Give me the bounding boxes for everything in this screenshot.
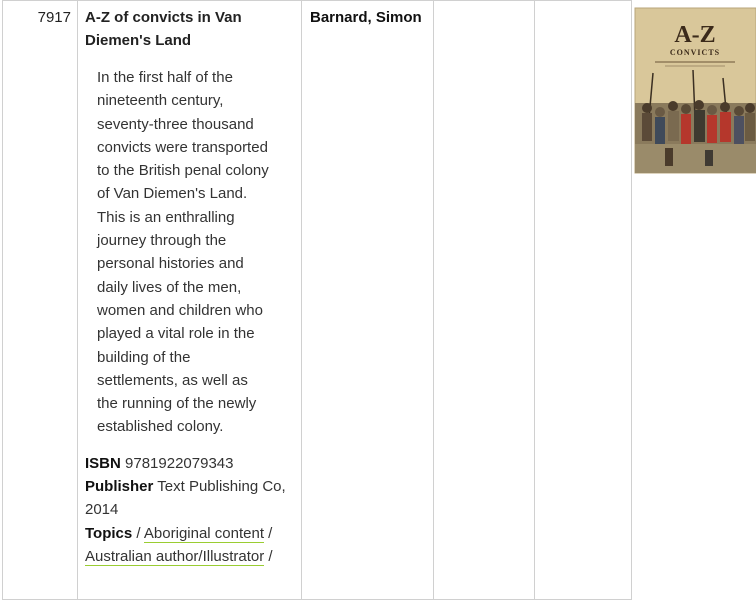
- title-cell: [78, 1, 302, 600]
- item-number: 7917: [3, 1, 78, 600]
- topic-link-aboriginal-content[interactable]: Aboriginal content: [143, 524, 265, 542]
- topics-label: Topics: [85, 524, 133, 542]
- book-listing-table: [2, 0, 721, 600]
- cover-title-sub: CONVICTS: [669, 48, 721, 57]
- publisher-value: Text Publishing Co, 2014: [85, 478, 286, 519]
- publisher-label: Publisher: [85, 478, 154, 496]
- isbn-label: ISBN: [85, 454, 121, 472]
- cover-title-main: A-Z: [674, 22, 716, 48]
- topics-row: Topics / Aboriginal content / Australian author/Illustrator /: [85, 524, 273, 565]
- book-author: Barnard, Simon: [302, 1, 434, 600]
- cover-cell: [535, 1, 721, 600]
- isbn-row: [85, 452, 295, 475]
- topic-link-australian-author[interactable]: Australian author/Illustrator: [85, 547, 265, 565]
- book-title: A-Z of convicts in Van Diemen's Land: [85, 9, 242, 49]
- isbn-value: 9781922079343: [125, 454, 234, 472]
- table-row: [3, 1, 632, 600]
- publisher-row: [85, 475, 295, 522]
- book-meta: [85, 452, 295, 568]
- book-cover-image[interactable]: [635, 8, 756, 173]
- book-blurb: In the first half of the nineteenth century, seventy-three thousand convicts were transported to the British penal colony of Van Diemen's Land. This is an enthralling journey through the personal histories and daily lives of the men, women and children who played a vital role in the building of the settlements, as well as the running of the newly established colony.: [97, 69, 269, 436]
- empty-cell: [434, 1, 535, 600]
